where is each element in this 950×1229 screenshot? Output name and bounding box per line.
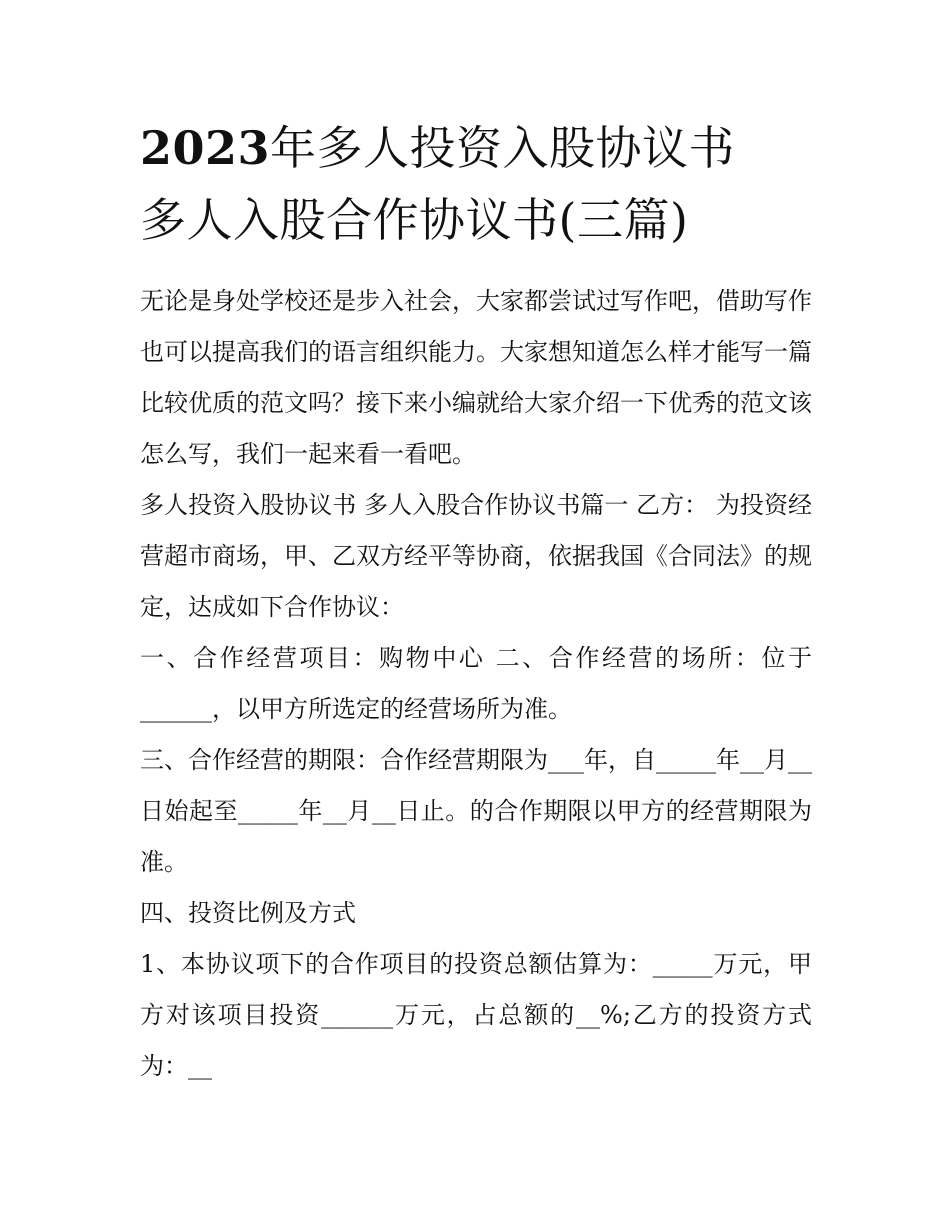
paragraph-clause-4-1: 1、本协议项下的合作项目的投资总额估算为：_____万元，甲方对该项目投资______万元，占总额的__%;乙方的投资方式为：__ — [140, 950, 812, 1080]
paragraph-clause-1-2: 一、合作经营项目：购物中心 二、合作经营的场所：位于______，以甲方所选定的经营场所为准。 — [140, 644, 812, 723]
title-line-1-text: 年多人投资入股协议书 — [270, 121, 736, 175]
document-body — [140, 276, 812, 1092]
document-content — [140, 112, 812, 1092]
document-title — [140, 112, 812, 256]
paragraph-clause-3: 三、合作经营的期限：合作经营期限为___年，自_____年__月__日始起至_____年__月__日止。的合作期限以甲方的经营期限为准。 — [140, 746, 812, 876]
paragraph-clause-4-heading: 四、投资比例及方式 — [140, 899, 356, 927]
title-line-1 — [140, 112, 812, 184]
title-line-2: 多人入股合作协议书(三篇) — [140, 193, 689, 247]
paragraph-intro: 无论是身处学校还是步入社会，大家都尝试过写作吧，借助写作也可以提高我们的语言组织能力。大家想知道怎么样才能写一篇比较优质的范文吗？接下来小编就给大家介绍一下优秀的范文该怎么写，我们一起来看一看吧。 — [140, 287, 812, 468]
paragraph-preamble: 多人投资入股协议书 多人入股合作协议书篇一 乙方： 为投资经营超市商场，甲、乙双方经平等协商，依据我国《合同法》的规定，达成如下合作协议： — [140, 491, 812, 621]
title-year: 2023 — [140, 121, 271, 175]
